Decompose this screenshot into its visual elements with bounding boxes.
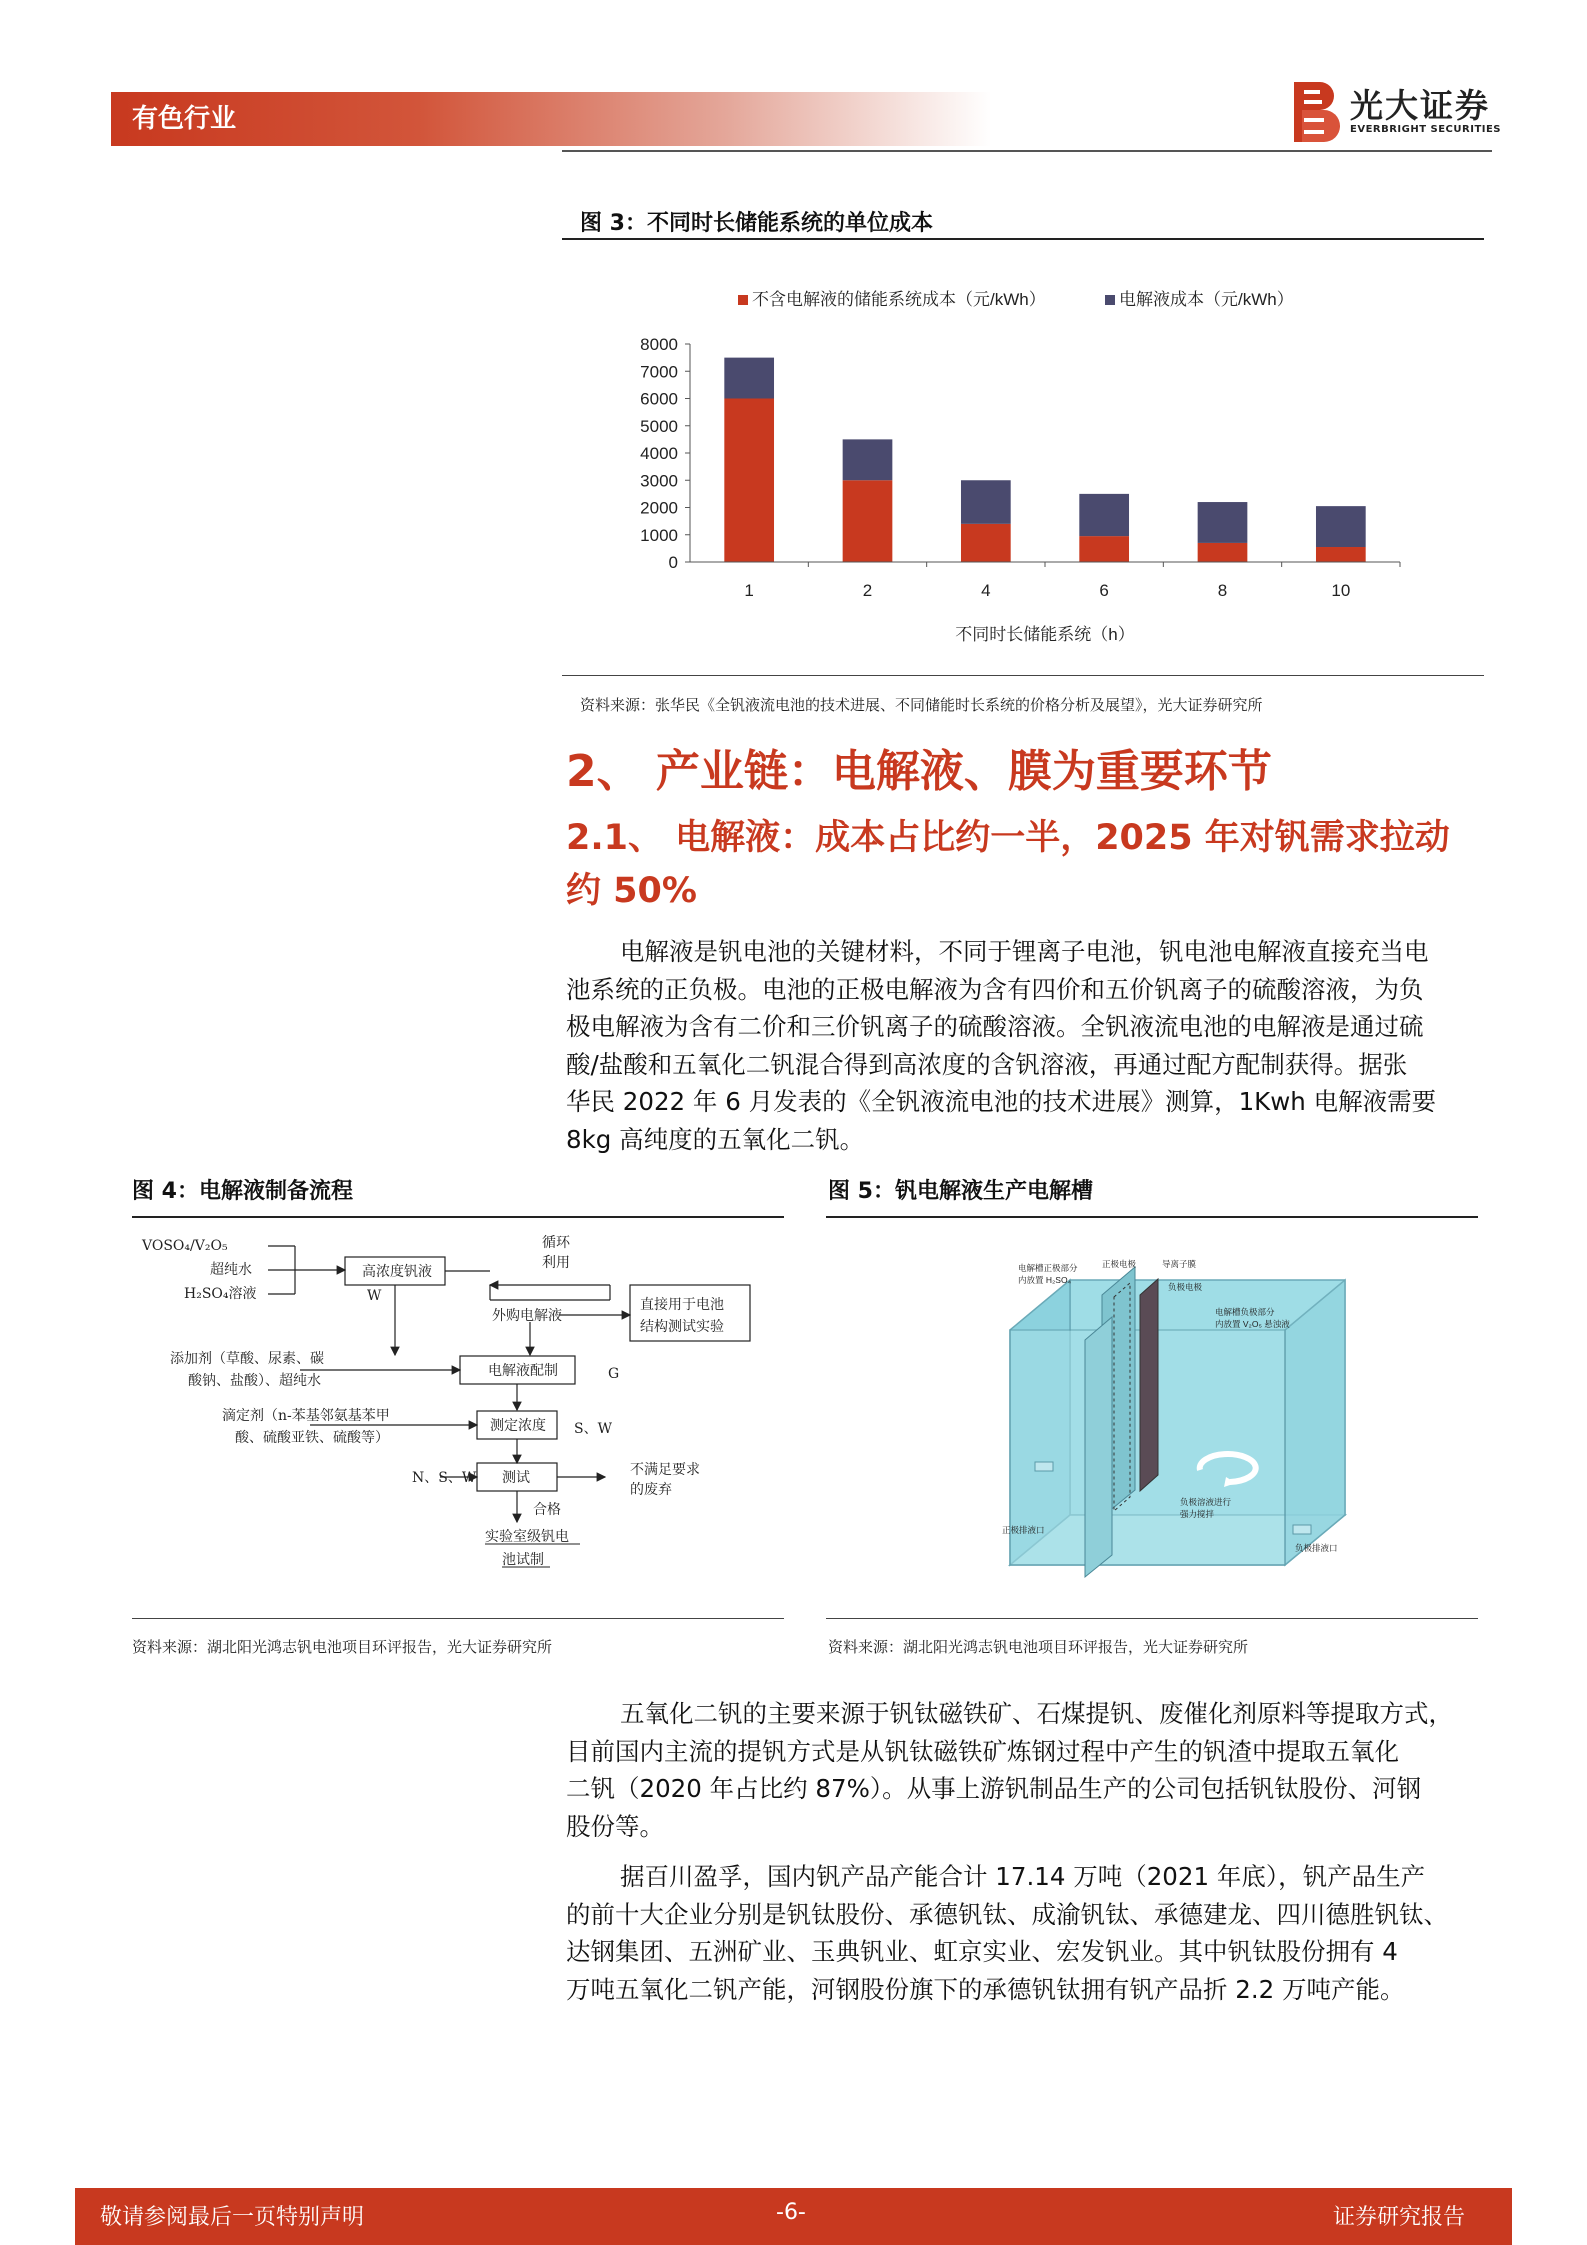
fig4-source: 资料来源：湖北阳光鸿志钒电池项目环评报告，光大证券研究所 [132,1638,553,1656]
y-tick-label: 8000 [640,335,678,354]
para-line: 达钢集团、五洲矿业、玉典钒业、虹京实业、宏发钒业。其中钒钛股份拥有 4 [566,1937,1398,1966]
header-band [111,92,991,146]
page-number: -6- [776,2200,806,2225]
flow-box-measure: 测定浓度 [490,1418,546,1434]
footer-disclaimer: 敬请参阅最后一页特别声明 [100,2205,365,2230]
flow-box-test: 测试 [502,1470,530,1486]
y-tick-label: 5000 [640,416,678,436]
everbright-logo-icon [1290,80,1340,144]
fig3-title: 图 3：不同时长储能系统的单位成本 [580,211,933,236]
fig5-bottom-rule [826,1618,1478,1619]
y-tick-label: 7000 [640,362,678,382]
fig3-bottom-rule [562,675,1484,676]
x-axis-title: 不同时长储能系统（h） [955,625,1135,644]
flow-waste-1: 不满足要求 [630,1462,700,1478]
paragraph-vanadium-source [566,1695,1486,1845]
tank-neg-electrode: 负极电极 [1168,1282,1203,1292]
para-line: 池系统的正负极。电池的正极电解液为含有四价和五价钒离子的硫酸溶液，为负 [566,974,1424,1004]
paragraph-capacity [566,1858,1486,2008]
para-line: 据百川盈孚，国内钒产品产能合计 17.14 万吨（2021 年底），钒产品生产 [620,1862,1426,1891]
flow-box-prepare: 电解液配制 [488,1363,558,1379]
para-line: 极电解液为含有二价和三价钒离子的硫酸溶液。全钒液流电池的电解液是通过硫 [566,1012,1424,1041]
bar-1h-system-cost [724,399,774,563]
flow-recycle-1: 循环 [542,1235,570,1251]
x-tick-label: 8 [1217,581,1228,600]
flow-recycle-2: 利用 [542,1255,570,1271]
logo-text-en: EVERBRIGHT SECURITIES [1350,124,1502,135]
tank-stir-1: 负极溶液进行 [1180,1497,1232,1507]
header-rule [562,150,1492,152]
tank-pos-part-1: 电解槽正极部分 [1018,1263,1078,1273]
flow-w1: W [367,1288,382,1304]
flow-direct-2: 结构测试实验 [640,1319,724,1335]
y-tick-label: 4000 [640,444,678,463]
flow-final-2: 池试制 [502,1552,544,1568]
bar-4h-electrolyte-cost [961,480,1011,524]
x-tick-label: 1 [744,581,754,600]
fig5-tank-illustration [990,1255,1360,1605]
flow-nsw: N、S、W [412,1470,477,1486]
para-line: 五氧化二钒的主要来源于钒钛磁铁矿、石煤提钒、废催化剂原料等提取方式， [620,1699,1453,1728]
bar-8h-electrolyte-cost [1198,502,1248,543]
bar-6h-electrolyte-cost [1079,494,1129,536]
flow-input-water: 超纯水 [210,1262,252,1278]
flow-sw: S、W [574,1421,612,1437]
tank-neg-part-2: 内放置 V₂O₅ 悬浊液 [1215,1319,1290,1329]
para-line: 8kg 高纯度的五氧化二钒。 [566,1124,865,1154]
x-tick-label: 2 [862,581,873,600]
flow-titrant-2: 酸、硫酸亚铁、硫酸等） [235,1430,389,1446]
bar-1h-electrolyte-cost [724,358,774,399]
fig4-top-rule [132,1216,784,1218]
logo-text-cn: 光大证券 [1350,86,1490,125]
para-line: 的前十大企业分别是钒钛股份、承德钒钛、成渝钒钛、承德建龙、四川德胜钒钛、 [566,1899,1448,1929]
tank-membrane: 导离子膜 [1162,1259,1197,1269]
y-tick-label: 2000 [640,498,678,518]
flow-input-acid: H₂SO₄溶液 [184,1286,257,1302]
fig4-bottom-rule [132,1618,784,1619]
bar-4h-system-cost [961,524,1011,562]
legend-label-1: 不含电解液的储能系统成本（元/kWh） [752,290,1046,309]
x-tick-label: 6 [1099,581,1109,600]
flow-box-high-conc: 高浓度钒液 [362,1264,432,1280]
fig5-source: 资料来源：湖北阳光鸿志钒电池项目环评报告，光大证券研究所 [828,1638,1249,1656]
para-line: 二钒（2020 年占比约 87%）。从事上游钒制品生产的公司包括钒钛股份、河钢 [566,1774,1422,1803]
tank-pos-electrode: 正极电极 [1102,1259,1137,1269]
x-tick-label: 4 [981,581,991,600]
bar-2h-electrolyte-cost [843,439,893,480]
subsection-heading-line1: 2.1、 电解液：成本占比约一半，2025 年对钒需求拉动 [566,818,1450,858]
fig3-source: 资料来源：张华民《全钒液流电池的技术进展、不同储能时长系统的价格分析及展望》，光大证券研究所 [580,696,1263,714]
paragraph-electrolyte [566,933,1486,1158]
bar-6h-system-cost [1079,536,1129,562]
y-tick-label: 3000 [640,471,678,491]
flow-additive-1: 添加剂（草酸、尿素、碳 [170,1351,324,1367]
flow-waste-2: 的废弃 [630,1482,672,1498]
tank-neg-outlet: 负极排液口 [1295,1543,1338,1553]
footer-report-type: 证券研究报告 [1333,2205,1466,2230]
flow-direct-1: 直接用于电池 [640,1297,724,1313]
fig4-flowchart [140,1230,780,1620]
flow-additive-2: 酸钠、盐酸）、超纯水 [188,1373,321,1389]
flow-input-vo: VOSO₄/V₂O₅ [142,1238,228,1254]
para-line: 电解液是钒电池的关键材料，不同于锂离子电池，钒电池电解液直接充当电 [620,937,1429,966]
bar-2h-system-cost [843,480,893,562]
flow-titrant-1: 滴定剂（n-苯基邻氨基苯甲 [222,1408,390,1424]
subsection-heading-line2: 约 50% [566,871,697,911]
y-tick-label: 0 [668,553,678,572]
fig3-top-rule [562,238,1484,240]
flow-g: G [608,1366,620,1382]
para-line: 万吨五氧化二钒产能，河钢股份旗下的承德钒钛拥有钒产品折 2.2 万吨产能。 [566,1974,1405,2004]
section-heading: 2、 产业链：电解液、膜为重要环节 [566,746,1272,797]
flow-pass: 合格 [533,1502,561,1518]
para-line: 酸/盐酸和五氧化二钒混合得到高浓度的含钒溶液，再通过配方配制获得。据张 [566,1049,1408,1079]
x-tick-label: 10 [1331,581,1351,600]
y-tick-label: 1000 [640,525,678,545]
legend-swatch-1 [738,295,748,305]
para-line: 股份等。 [566,1811,664,1841]
flow-final-1: 实验室级钒电 [485,1529,569,1545]
para-line: 华民 2022 年 6 月发表的《全钒液流电池的技术进展》测算，1Kwh 电解液需要 [566,1087,1437,1116]
bar-8h-system-cost [1198,543,1248,562]
fig3-chart [560,270,1460,670]
tank-neg-part-1: 电解槽负极部分 [1215,1307,1275,1317]
fig5-title: 图 5：钒电解液生产电解槽 [828,1179,1093,1204]
legend-swatch-2 [1105,295,1115,305]
bar-10h-system-cost [1316,547,1366,562]
bar-10h-electrolyte-cost [1316,506,1366,547]
fig4-title: 图 4：电解液制备流程 [132,1179,353,1204]
section-label: 有色行业 [132,104,237,134]
y-tick-label: 6000 [640,389,678,409]
tank-pos-outlet: 正极排液口 [1002,1525,1045,1535]
fig5-top-rule [826,1216,1478,1218]
tank-stir-2: 强力搅拌 [1180,1509,1215,1519]
tank-pos-part-2: 内放置 H₂SO₄ [1018,1275,1072,1285]
legend-label-2: 电解液成本（元/kWh） [1119,290,1294,309]
flow-purchased: 外购电解液 [492,1308,562,1324]
para-line: 目前国内主流的提钒方式是从钒钛磁铁矿炼钢过程中产生的钒渣中提取五氧化 [566,1736,1399,1766]
